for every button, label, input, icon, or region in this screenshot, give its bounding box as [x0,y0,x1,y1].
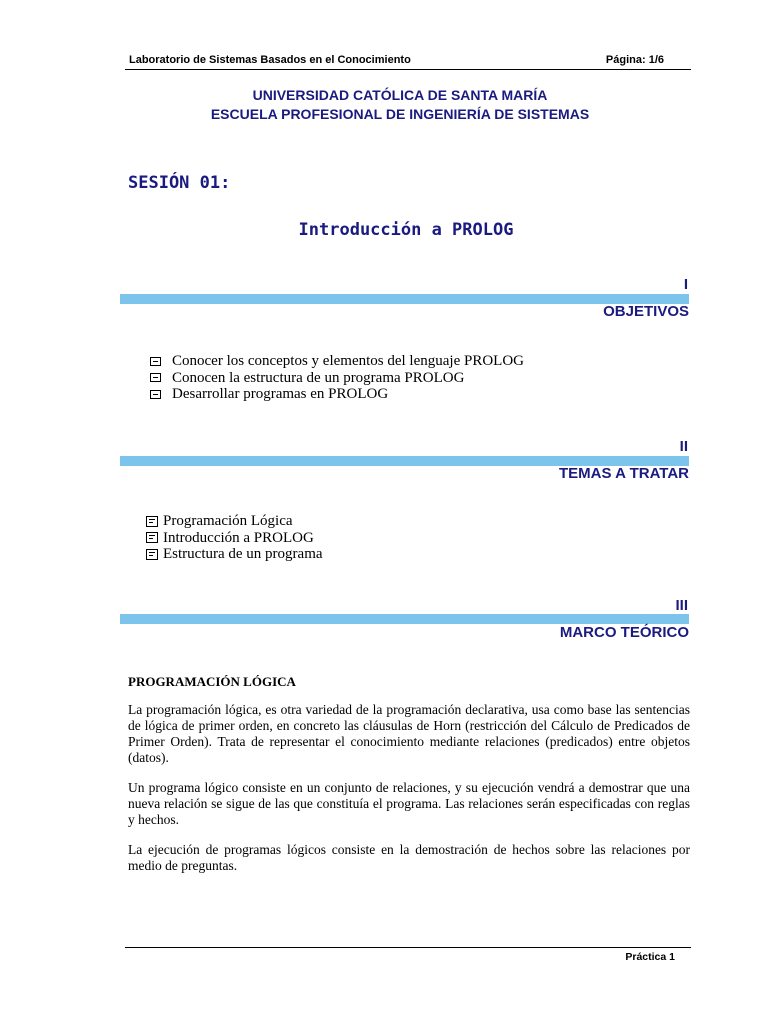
list-item-text: Introducción a PROLOG [163,529,314,546]
header-divider [125,69,691,70]
section-title-temas: TEMAS A TRATAR [559,465,689,482]
list-item [150,370,524,387]
topics-list [146,513,323,563]
list-item-text: Estructura de un programa [163,546,323,562]
checkbox-list-icon [150,373,161,382]
list-item-text: Conocen la estructura de un programa PROLOG [172,369,465,386]
paragraph-2: Un programa lógico consiste en un conjunto de relaciones, y su ejecución vendrá a demostrar que una nueva relación se sigue de las que constituía el programa. Las relaciones serán especificadas con reglas y hechos. [128,780,690,827]
section-number-2: II [679,438,688,455]
list-item-text: Desarrollar programas en PROLOG [172,386,389,402]
section-number-3: III [675,597,688,614]
list-item [150,353,524,370]
list-item-text: Programación Lógica [163,513,293,529]
section-bar-3 [120,614,689,624]
document-list-icon [146,532,158,543]
list-item-text: Conocer los conceptos y elementos del lenguaje PROLOG [172,353,525,369]
paragraph-3: La ejecución de programas lógicos consiste en la demostración de hechos sobre las relaciones por medio de preguntas. [128,842,690,873]
list-item [146,546,323,563]
section-number-1: I [683,276,688,293]
footer-label: Práctica 1 [625,951,675,963]
checkbox-list-icon [150,357,161,366]
document-list-icon [146,516,158,527]
school-name: ESCUELA PROFESIONAL DE INGENIERÍA DE SISTEMAS [210,106,590,122]
footer-divider [125,947,691,948]
checkbox-list-icon [150,390,161,399]
objectives-list [150,353,524,403]
list-item [146,530,323,547]
page-number: Página: 1/6 [605,54,664,66]
section-title-marco: MARCO TEÓRICO [559,624,689,641]
session-label: SESIÓN 01: [128,173,231,193]
document-list-icon [146,549,158,560]
subheading: PROGRAMACIÓN LÓGICA [128,674,296,689]
header-title: Laboratorio de Sistemas Basados en el Conocimiento [129,54,411,66]
list-item [150,386,524,403]
session-title: Introducción a PROLOG [298,220,514,240]
section-title-objetivos: OBJETIVOS [603,303,689,320]
list-item [146,513,323,530]
university-name: UNIVERSIDAD CATÓLICA DE SANTA MARÍA [252,87,548,103]
paragraph-1: La programación lógica, es otra variedad de la programación declarativa, usa como base las sentencias de lógica de primer orden, en concreto las cláusulas de Horn (restricción del Cálculo de Predicados de Primer Orden). Trata de representar el conocimiento mediante relaciones (predicados) entre objetos (datos). [128,702,690,765]
